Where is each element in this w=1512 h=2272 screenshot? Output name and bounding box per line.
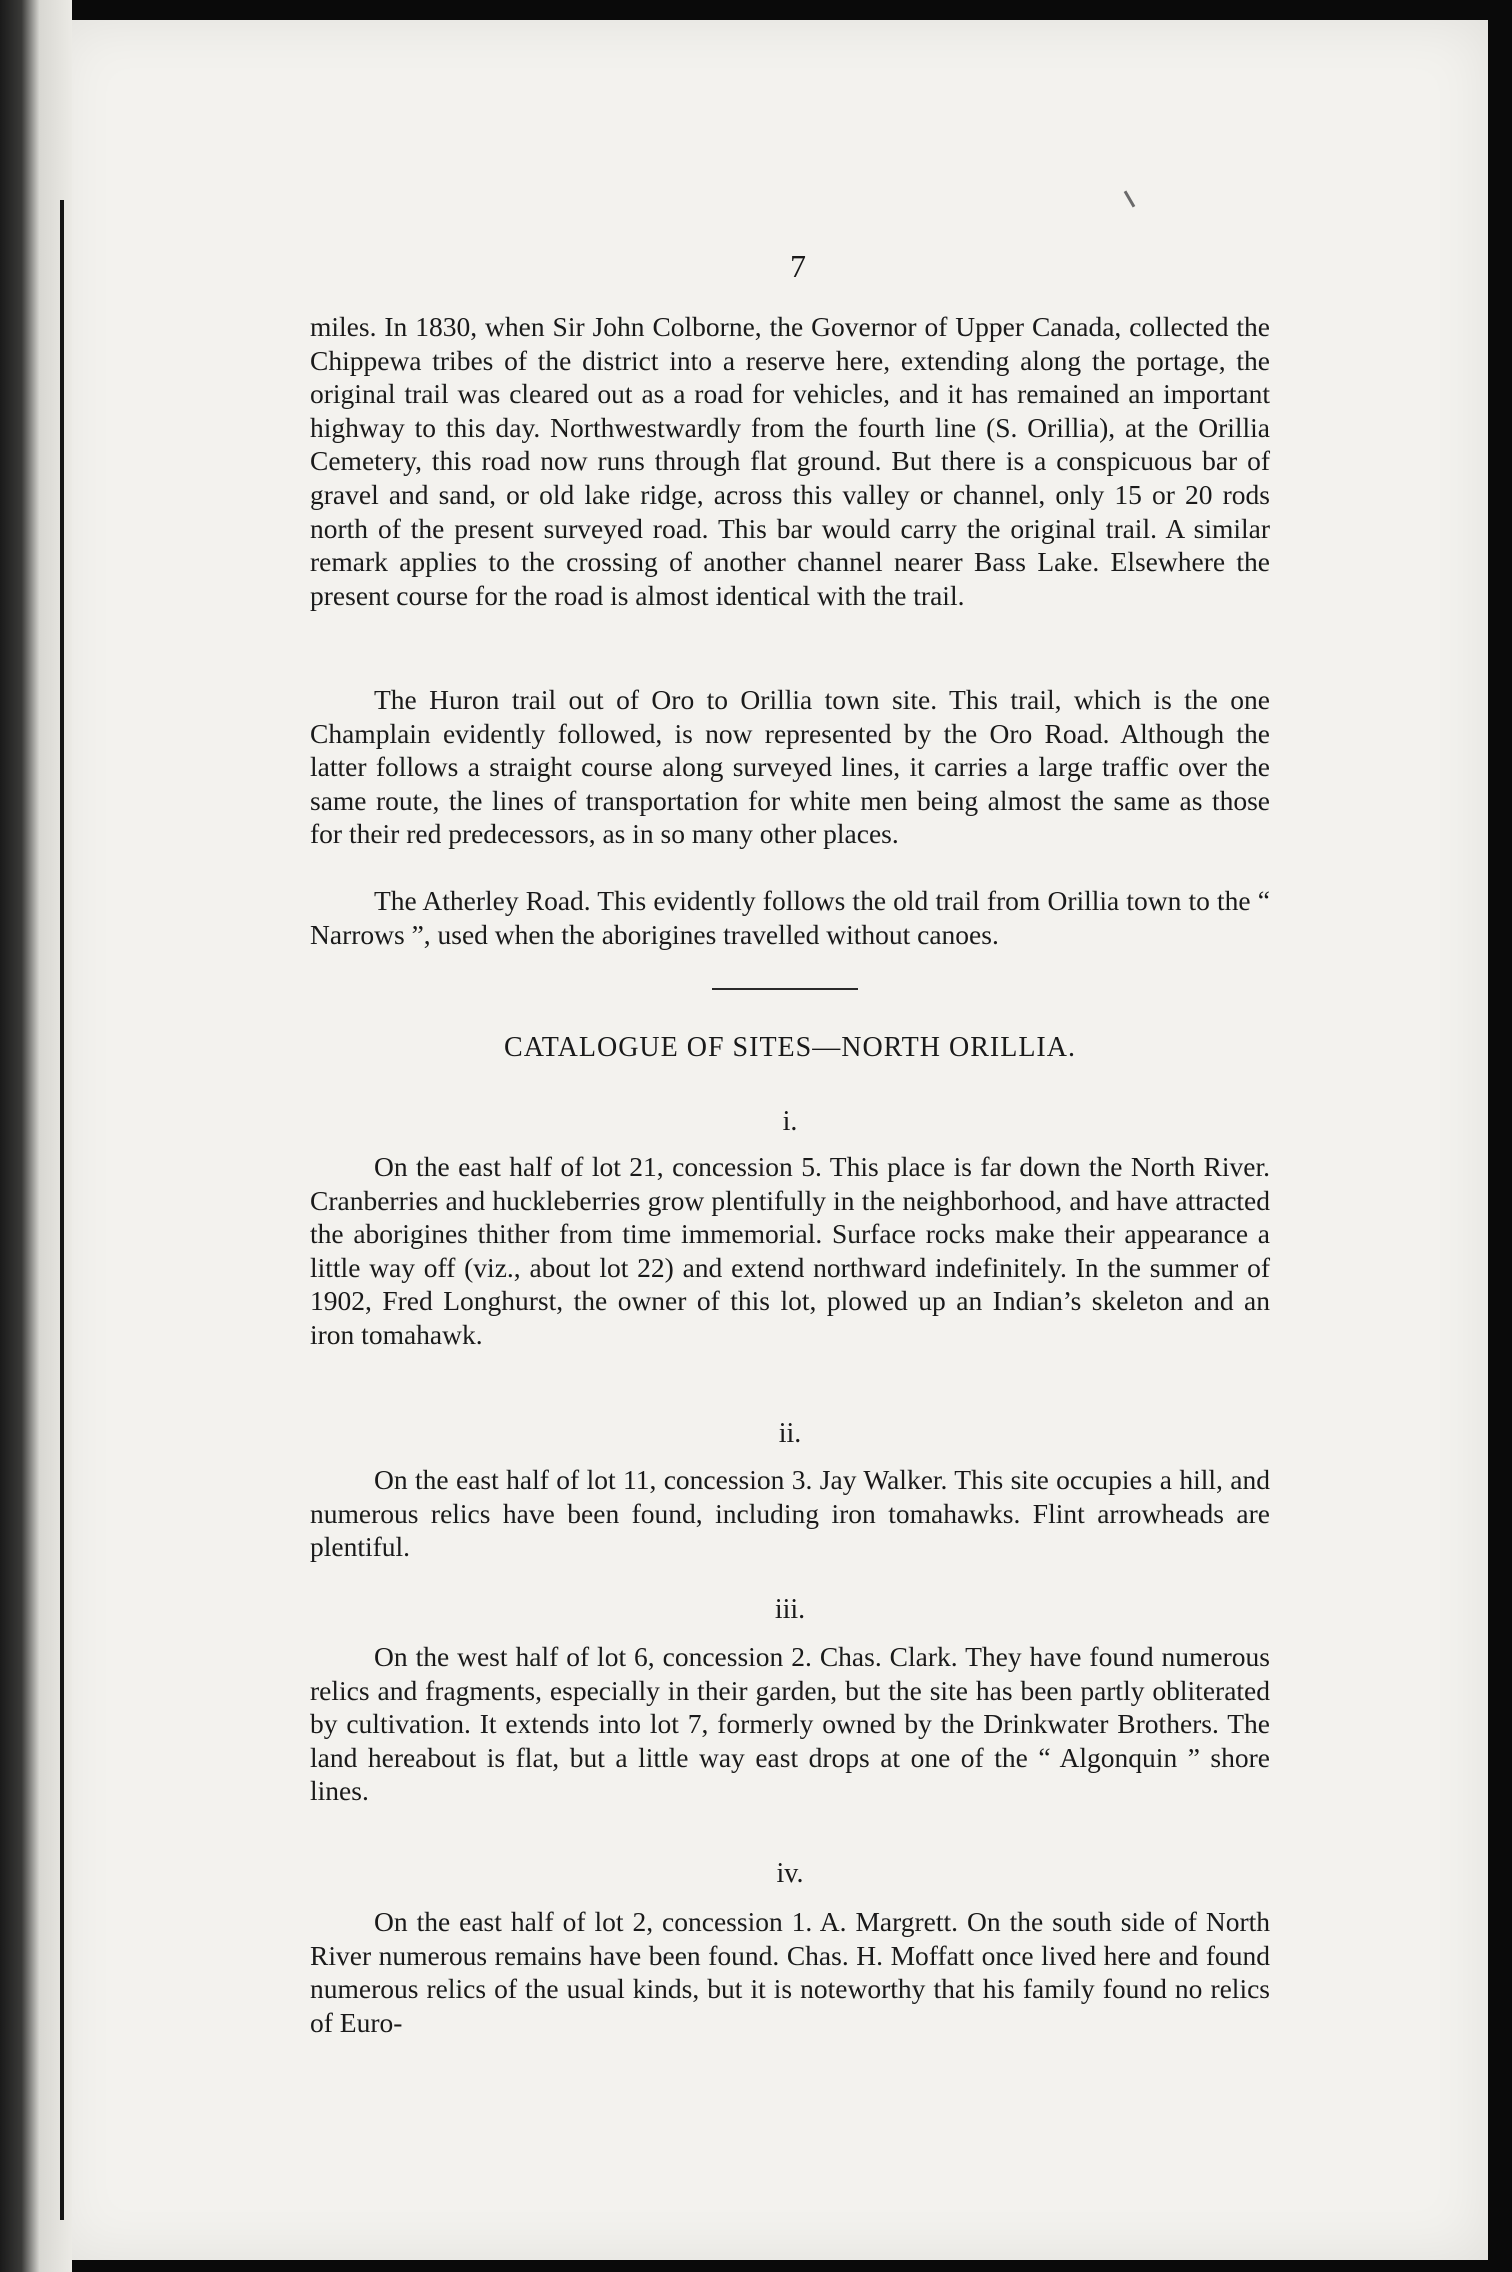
page-number: 7 — [790, 248, 806, 284]
site-description-iv: On the east half of lot 2, concession 1. A. Margrett. On the south side of North River numerous remains have been found. Chas. H. Moffatt once lived here and found numerous relics of the usual kinds, but it is noteworthy that his family found no relics of Euro- — [310, 1906, 1270, 2038]
site-description-iii: On the west half of lot 6, concession 2. Chas. Clark. They have found numerous relics and fragments, especially in their garden, but the site has been partly obliterated by cultivation. It extends into lot 7, formerly owned by the Drinkwater Brothers. The land hereabout is flat, but a little way east drops at one of the “ Algonquin ” shore lines. — [310, 1641, 1270, 1807]
site-numeral-i: i. — [782, 1106, 798, 1137]
site-numeral-iii: iii. — [774, 1594, 806, 1625]
site-numeral-iv: iv. — [776, 1858, 804, 1889]
intro-paragraph-3: The Atherley Road. This evidently follows the old trail from Orillia town to the “ Narrows ”, used when the aborigines travelled without canoes. — [310, 885, 1270, 950]
section-divider-rule — [712, 988, 858, 990]
catalogue-heading: CATALOGUE OF SITES—NORTH ORILLIA. — [504, 1032, 1076, 1063]
site-description-i: On the east half of lot 21, concession 5. This place is far down the North River. Cranberries and huckleberries grow plentifully in the neighborhood, and have attracted the aborigines thither from time immemorial. Surface rocks make their appearance a little way off (viz., about lot 22) and extend northward indefinitely. In the summer of 1902, Fred Longhurst, the owner of this lot, plowed up an Indian’s skeleton and an iron tomahawk. — [310, 1151, 1270, 1350]
intro-paragraph-1: miles. In 1830, when Sir John Colborne, the Governor of Upper Canada, collected the Chippewa tribes of the district into a reserve here, extending along the portage, the original trail was cleared out as a road for vehicles, and it has remained an important highway to this day. Northwestwardly from the fourth line (S. Orillia), at the Orillia Cemetery, this road now runs through flat ground. But there is a conspicuous bar of gravel and sand, or old lake ridge, across this valley or channel, only 15 or 20 rods north of the present surveyed road. This bar would carry the original trail. A similar remark applies to the crossing of another channel nearer Bass Lake. Elsewhere the present course for the road is almost identical with the trail. — [310, 311, 1270, 611]
site-numeral-ii: ii. — [778, 1418, 802, 1449]
intro-paragraph-2: The Huron trail out of Oro to Orillia town site. This trail, which is the one Champlain evidently followed, is now represented by the Oro Road. Although the latter follows a straight course along surveyed lines, it carries a large traffic over the same route, the lines of transportation for white men being almost the same as those for their red predecessors, as in so many other places. — [310, 684, 1270, 850]
binding-shadow-line — [60, 200, 64, 2220]
site-description-ii: On the east half of lot 11, concession 3. Jay Walker. This site occupies a hill, and numerous relics have been found, including iron tomahawks. Flint arrowheads are plentiful. — [310, 1464, 1270, 1563]
